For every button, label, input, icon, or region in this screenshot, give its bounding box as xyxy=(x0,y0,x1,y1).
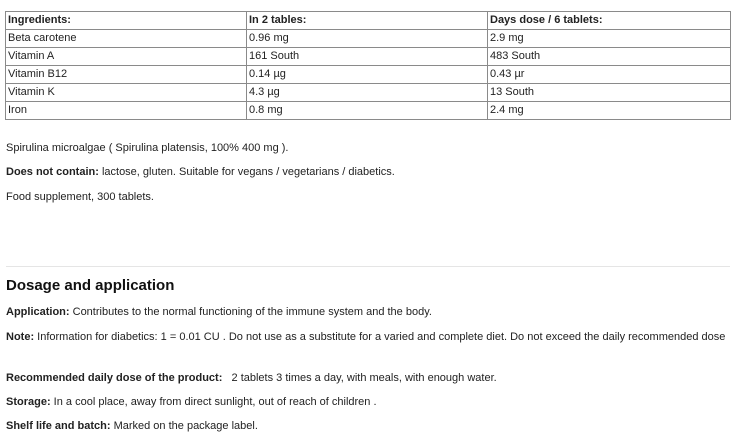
shelf-life-text: Marked on the package label. xyxy=(110,420,258,432)
does-not-contain-line xyxy=(6,164,395,180)
shelf-life-label: Shelf life and batch: xyxy=(6,420,111,432)
note-line xyxy=(6,329,726,345)
table-cell: 0.96 mg xyxy=(247,30,488,48)
storage-label: Storage: xyxy=(6,396,51,408)
table-cell: 2.4 mg xyxy=(488,102,731,120)
table-cell: 13 South xyxy=(488,84,731,102)
table-row xyxy=(6,30,731,48)
recommended-dose-label: Recommended daily dose of the product: xyxy=(6,372,223,384)
table-cell: Beta carotene xyxy=(6,30,247,48)
recommended-dose-line xyxy=(6,370,497,386)
note-text: Information for diabetics: 1 = 0.01 CU . Do not use as a substitute for a varied and complete diet. Do not exceed the daily recommended dose xyxy=(34,331,726,343)
application-text: Contributes to the normal functioning of the immune system and the body. xyxy=(69,306,432,318)
table-cell: 483 South xyxy=(488,48,731,66)
section-divider xyxy=(6,266,730,267)
does-not-contain-label: Does not contain: xyxy=(6,166,99,178)
table-cell: 4.3 µg xyxy=(247,84,488,102)
composition-text: Spirulina microalgae ( Spirulina platensis, 100% 400 mg ). xyxy=(6,142,289,154)
recommended-dose-text: 2 tablets 3 times a day, with meals, with enough water. xyxy=(222,372,497,384)
table-header-row xyxy=(6,12,731,30)
table-cell: 0.14 µg xyxy=(247,66,488,84)
food-supplement-text: Food supplement, 300 tablets. xyxy=(6,191,154,203)
table-row xyxy=(6,66,731,84)
table-row xyxy=(6,102,731,120)
table-cell: 161 South xyxy=(247,48,488,66)
section-title: Dosage and application xyxy=(6,277,175,294)
table-header-cell: Days dose / 6 tablets: xyxy=(488,12,731,30)
table-cell: 2.9 mg xyxy=(488,30,731,48)
table-cell: 0.8 mg xyxy=(247,102,488,120)
note-label: Note: xyxy=(6,331,35,343)
table-cell: Vitamin B12 xyxy=(6,66,247,84)
table-header-cell: Ingredients: xyxy=(6,12,247,30)
table-cell: Vitamin K xyxy=(6,84,247,102)
table-cell: 0.43 µr xyxy=(488,66,731,84)
table-row xyxy=(6,84,731,102)
table-row xyxy=(6,48,731,66)
table-cell: Vitamin A xyxy=(6,48,247,66)
table-cell: Iron xyxy=(6,102,247,120)
does-not-contain-text: lactose, gluten. Suitable for vegans / vegetarians / diabetics. xyxy=(98,166,395,178)
shelf-life-line xyxy=(6,418,258,434)
application-label: Application: xyxy=(6,306,70,318)
storage-line xyxy=(6,394,377,410)
table-header-cell: In 2 tables: xyxy=(247,12,488,30)
storage-text: In a cool place, away from direct sunlight, out of reach of children . xyxy=(50,396,377,408)
application-line xyxy=(6,304,432,320)
ingredients-table xyxy=(5,11,731,120)
